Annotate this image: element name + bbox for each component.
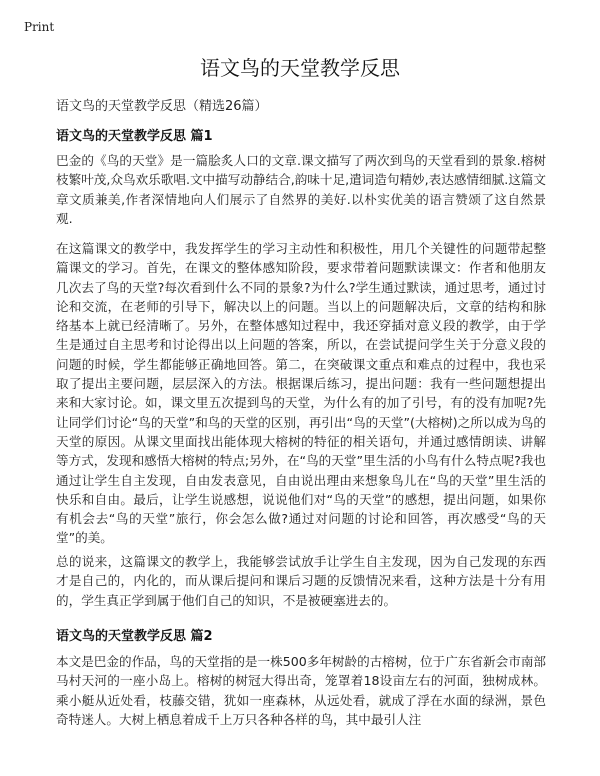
document-subtitle: 语文鸟的天堂教学反思（精选26篇）: [56, 99, 268, 114]
page-title: 语文鸟的天堂教学反思: [200, 56, 400, 80]
paragraph-1-3: 总的说来，这篇课文的教学上，我能够尝试放手让学生自主发现，因为自己发现的东西才是自己的，内化的，而从课后提问和课后习题的反馈情况来看，这种方法是十分有用的，学生真正学到属于他们自己的知识，不是被硬塞进去的。: [56, 554, 546, 608]
paragraph-2-1: 本文是巴金的作品，鸟的天堂指的是一株500多年树龄的古榕树，位于广东省新会市南部马村天河的一座小岛上。榕树的树冠大得出奇，笼罩着18设亩左右的河面，独树成林。乘小艇从近处看，枝藤交错，犹如一座森林，从远处看，就成了浮在水面的绿洲，景色奇特迷人。大树上栖息着成千上万只各种各样的鸟，其中最引人注: [56, 654, 547, 727]
section-heading-2: 语文鸟的天堂教学反思 篇2: [56, 629, 213, 644]
paragraph-1-2: 在这篇课文的教学中，我发挥学生的学习主动性和积极性，用几个关键性的问题带起整篇课文的学习。首先，在课文的整体感知阶段，要求带着问题默读课文：作者和他朋友几次去了鸟的天堂?每次看到什么不同的景象?为什么?学生通过默读，通过思考，通过讨论和交流，在老师的引导下，解决以上的问题。当以上的问题解决后，文章的结构和脉络基本上就已经清晰了。另外，在整体感知过程中，我还穿插对意义段的教学，由于学生是通过自主思考和讨论得出以上问题的答案，所以，在尝试提问学生关于分意义段的问题的时候，学生都能够正确地回答。第二，在突破课文重点和难点的过程中，我也采取了提出主要问题，层层深入的方法。根据课后练习，提出问题：我有一些问题想提出来和大家讨论。如，课文里五次提到鸟的天堂，为什么有的加了引号，有的没有加呢?先让同学们讨论“鸟的天堂”和鸟的天堂的区别，再引出“鸟的天堂”(大榕树)之所以成为鸟的天堂的原因。从课文里面找出能体现大榕树的特征的相关语句，并通过感情朗读、讲解等方式，发现和感悟大榕树的特点;另外，在“鸟的天堂”里生活的小鸟有什么特点呢?我也通过让学生自主发现，自由发表意见，自由说出理由来想象鸟儿在“鸟的天堂”里生活的快乐和自由。最后，让学生说感想，说说他们对“鸟的天堂”的感想，提出问题，如果你有机会去“鸟的天堂”旅行，你会怎么做?通过对问题的讨论和回答，再次感受“鸟的天堂”的美。: [56, 241, 546, 546]
print-link[interactable]: Print: [24, 20, 55, 34]
paragraph-1-1: 巴金的《鸟的天堂》是一篇脍炙人口的文章.课文描写了两次到鸟的天堂看到的景象.榕树枝繁叶茂,众鸟欢乐歌唱.文中描写动静结合,韵味十足,遣词造句精妙,表达感情细腻.这篇文章文质兼美,作者深情地向人们展示了自然界的美好.以朴实优美的语言赞颂了这自然景观.: [56, 153, 546, 226]
section-heading-1: 语文鸟的天堂教学反思 篇1: [56, 129, 213, 144]
